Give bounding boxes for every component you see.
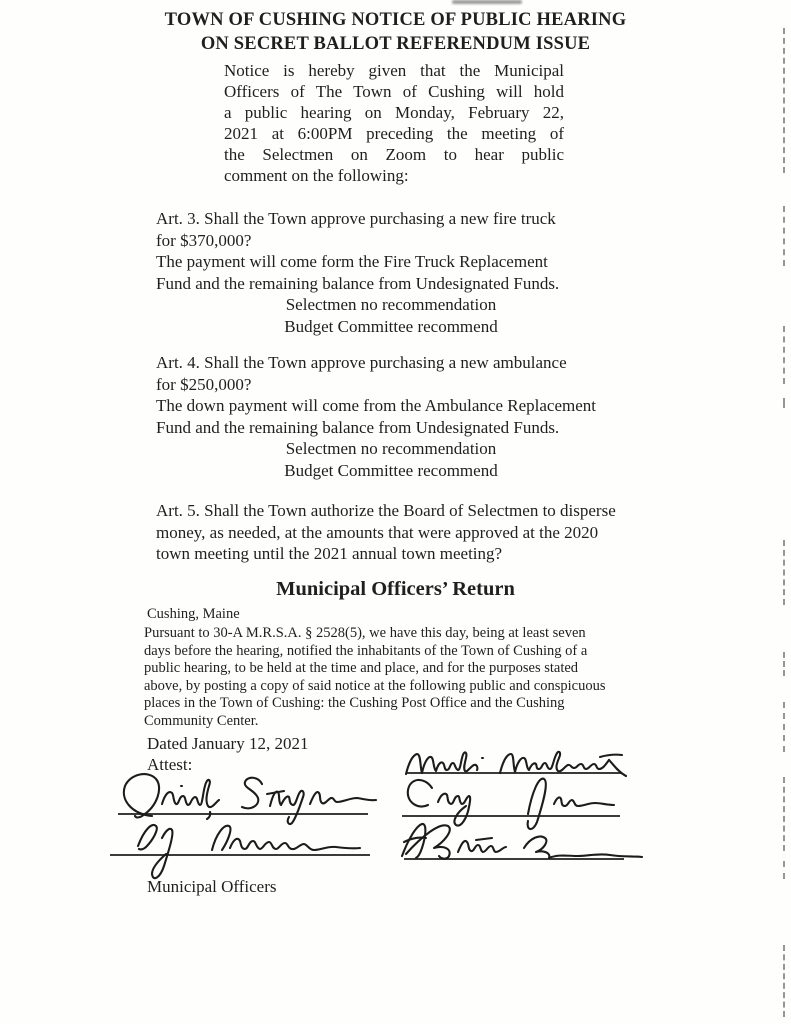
article-4-selectmen-recommendation: Selectmen no recommendation: [285, 439, 497, 458]
municipal-officers-return-heading: Municipal Officers’ Return: [276, 578, 515, 600]
article-4-line: Fund and the remaining balance from Undesignated Funds.: [156, 417, 560, 437]
scan-artifact-dashes: [783, 861, 785, 879]
pursuant-line: above, by posting a copy of said notice at the following public and conspicuous: [144, 677, 606, 694]
article-3-selectmen-recommendation: Selectmen no recommendation: [285, 295, 497, 314]
article-5-line: Art. 5. Shall the Town authorize the Board of Selectmen to disperse: [156, 501, 616, 520]
pursuant-line: days before the hearing, notified the inhabitants of the Town of Cushing of a: [144, 642, 588, 659]
article-4-line: The down payment will come from the Ambulance Replacement: [156, 396, 596, 415]
dated-line: Dated January 12, 2021: [147, 734, 309, 753]
intro-line: a public hearing on Monday, February 22,: [224, 103, 564, 122]
scan-artifact-dashes: [783, 702, 785, 752]
article-3-budget-recommendation: Budget Committee recommend: [284, 316, 498, 336]
pursuant-line: Community Center.: [144, 712, 259, 729]
pursuant-line: places in the Town of Cushing: the Cushing Post Office and the Cushing: [144, 695, 565, 712]
article-5: [156, 500, 626, 565]
intro-line: Officers of The Town of Cushing will hold: [224, 82, 564, 101]
article-3-line: for $370,000?: [156, 230, 252, 250]
intro-line: Notice is hereby given that the Municipal: [224, 61, 564, 80]
scan-artifact-dashes: [783, 398, 785, 408]
article-4-line: Art. 4. Shall the Town approve purchasing a new ambulance: [156, 353, 567, 372]
article-5-line: money, as needed, at the amounts that were approved at the 2020: [156, 522, 599, 542]
intro-line: the Selectmen on Zoom to hear public: [224, 145, 564, 164]
signature-illegible-right: [392, 812, 658, 872]
title-line-1: TOWN OF CUSHING NOTICE OF PUBLIC HEARING: [164, 10, 627, 30]
intro-line: comment on the following:: [224, 166, 409, 185]
scan-artifact-dashes: [783, 777, 785, 851]
article-4: [156, 352, 626, 481]
title-line-2: ON SECRET BALLOT REFERENDUM ISSUE: [200, 34, 591, 54]
scan-artifact-dashes: [783, 28, 785, 173]
pursuant-paragraph: [144, 625, 606, 731]
article-3-line: Fund and the remaining balance from Undesignated Funds.: [156, 273, 560, 293]
scan-artifact-dashes: [783, 540, 785, 605]
location-line: Cushing, Maine: [147, 606, 240, 622]
pursuant-line: public hearing, to be held at the time and place, and for the purposes stated: [144, 660, 579, 677]
municipal-officers-signoff: Municipal Officers: [147, 877, 277, 896]
scan-artifact-dashes: [783, 652, 785, 676]
article-4-budget-recommendation: Budget Committee recommend: [284, 460, 498, 480]
intro-paragraph: [224, 60, 564, 186]
article-5-line: town meeting until the 2021 annual town meeting?: [156, 544, 503, 563]
article-4-line: for $250,000?: [156, 374, 252, 394]
scan-artifact-dashes: [783, 206, 785, 266]
intro-line: 2021 at 6:00PM preceding the meeting of: [224, 124, 564, 143]
article-3-line: Art. 3. Shall the Town approve purchasing a new fire truck: [156, 209, 556, 228]
document-title: [0, 8, 791, 56]
scan-smudge: [452, 0, 522, 4]
pursuant-line: Pursuant to 30-A M.R.S.A. § 2528(5), we have this day, being at least seven: [144, 625, 586, 641]
scan-artifact-dashes: [783, 945, 785, 1017]
attest-label: Attest:: [147, 755, 193, 774]
article-3: [156, 208, 626, 337]
article-3-line: The payment will come form the Fire Truck Replacement: [156, 252, 548, 271]
scan-artifact-dashes: [783, 326, 785, 384]
